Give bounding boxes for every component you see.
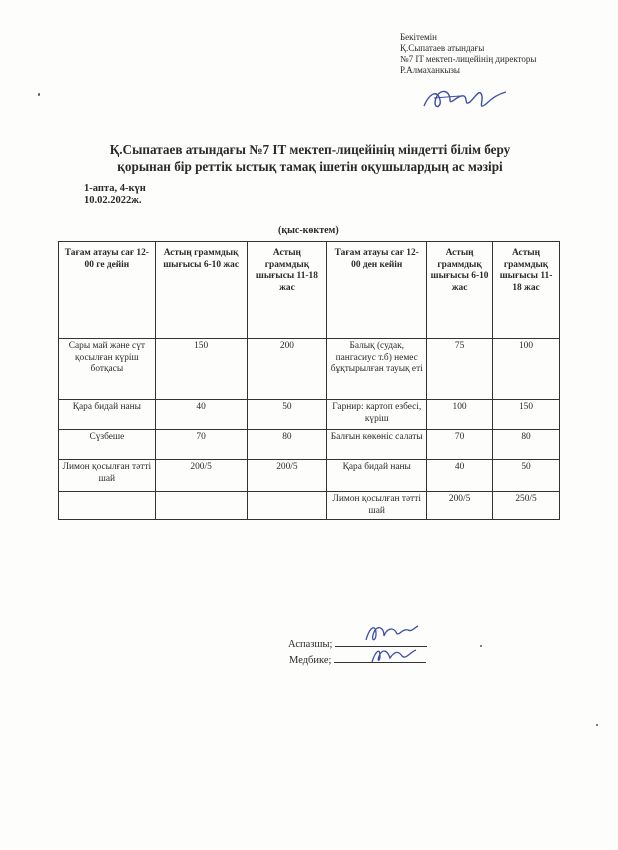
table-cell: 80 (247, 430, 327, 460)
table-cell: 75 (427, 339, 493, 400)
table-cell: Қара бидай наны (59, 400, 156, 430)
table-header-row (59, 242, 560, 339)
table-cell: 100 (493, 339, 560, 400)
table-cell: Лимон қосылған тәтті шай (327, 492, 427, 520)
table-cell: 50 (493, 460, 560, 492)
table-cell: Лимон қосылған тәтті шай (59, 460, 156, 492)
header-portion-6-10-after: Астың граммдық шығысы 6-10 жас (427, 242, 493, 339)
table-cell (59, 492, 156, 520)
approval-line-1: Бекітемін (400, 32, 437, 42)
table-cell: 40 (427, 460, 493, 492)
table-row (59, 400, 560, 430)
cook-label: Аспазшы; (288, 639, 333, 650)
title-line-2: қорынан бір реттік ыстық тамақ ішетін оқушылардың ас мәзірі (117, 159, 503, 174)
table-cell: 100 (427, 400, 493, 430)
table-cell: Қара бидай наны (327, 460, 427, 492)
header-portion-6-10-before: Астың граммдық шығысы 6-10 жас (155, 242, 247, 339)
table-cell: 80 (493, 430, 560, 460)
table-cell: 200 (247, 339, 327, 400)
table-row (59, 339, 560, 400)
week-day: 1-апта, 4-күн (84, 183, 146, 194)
season-label: (қыс-көктем) (278, 225, 339, 236)
scan-speck (596, 724, 598, 726)
header-dish-after-noon: Тағам атауы сағ 12-00 ден кейін (327, 242, 427, 339)
menu-date: 10.02.2022ж. (84, 195, 142, 206)
approval-line-2: Қ.Сыпатаев атындағы (400, 43, 485, 53)
table-row (59, 492, 560, 520)
table-row (59, 430, 560, 460)
approval-line-3: №7 IT мектеп-лицейінің директоры (400, 54, 537, 64)
table-cell: 200/5 (155, 460, 247, 492)
table-cell: 50 (247, 400, 327, 430)
scan-speck (38, 93, 40, 96)
table-row (59, 460, 560, 492)
table-cell (155, 492, 247, 520)
header-dish-before-noon: Тағам атауы сағ 12-00 ге дейін (59, 242, 156, 339)
table-cell: 200/5 (427, 492, 493, 520)
header-portion-11-18-after: Астың граммдық шығысы 11-18 жас (493, 242, 560, 339)
scan-speck (480, 645, 482, 647)
table-cell (247, 492, 327, 520)
director-signature (420, 84, 510, 114)
menu-table (58, 241, 560, 520)
header-portion-11-18-before: Астың граммдық шығысы 11-18 жас (247, 242, 327, 339)
table-cell: 70 (155, 430, 247, 460)
approval-block (400, 32, 536, 76)
nurse-signature (368, 644, 418, 666)
table-cell: 70 (427, 430, 493, 460)
table-cell: Сүзбеше (59, 430, 156, 460)
approval-line-4: Р.Алмаханкызы (400, 65, 460, 75)
table-cell: Сары май және сүт қосылған күріш ботқасы (59, 339, 156, 400)
table-cell: Гарнир: картоп езбесі, күріш (327, 400, 427, 430)
table-cell: Балғын көкөніс салаты (327, 430, 427, 460)
week-date-block (84, 183, 146, 207)
table-cell: Балық (судак, пангасиус т.б) немес бұқтырылған тауық еті (327, 339, 427, 400)
table-cell: 150 (493, 400, 560, 430)
table-cell: 200/5 (247, 460, 327, 492)
page-title (60, 141, 560, 175)
table-cell: 40 (155, 400, 247, 430)
nurse-label: Медбике; (289, 655, 332, 666)
table-cell: 250/5 (493, 492, 560, 520)
title-line-1: Қ.Сыпатаев атындағы №7 IT мектеп-лицейінің міндетті білім беру (109, 142, 511, 157)
table-cell: 150 (155, 339, 247, 400)
